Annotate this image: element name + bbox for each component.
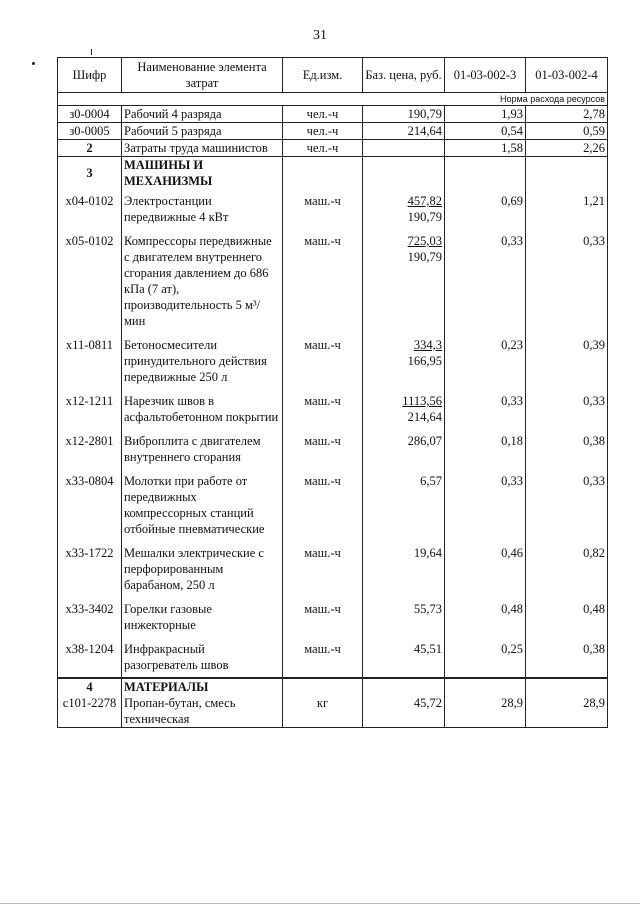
cell-value-1: 0,46 (445, 541, 526, 597)
header-col1: 01-03-002-3 (445, 58, 526, 93)
cell-name: Виброплита с двигателем внутреннего сгорания (122, 429, 283, 469)
cell-code: х12-2801 (58, 429, 122, 469)
cell-unit: чел.-ч (283, 140, 363, 157)
cell-code: з0-0004 (58, 106, 122, 123)
table-row (58, 389, 608, 429)
cell-value-2: 0,39 (526, 333, 608, 389)
table-row (58, 695, 608, 728)
cell-value-1: 0,33 (445, 229, 526, 333)
cell-value-1: 0,69 (445, 189, 526, 229)
price-total: 457,82 (407, 194, 442, 208)
cell-value-1: 0,33 (445, 469, 526, 541)
cell-value-1: 0,48 (445, 597, 526, 637)
cell-unit: маш.-ч (283, 469, 363, 541)
price-total: 1113,56 (402, 394, 442, 408)
empty-cell (526, 678, 608, 695)
cell-unit: маш.-ч (283, 189, 363, 229)
cell-value-1: 0,23 (445, 333, 526, 389)
cell-price: 286,07 (363, 429, 445, 469)
table-row (58, 106, 608, 123)
cell-code: х04-0102 (58, 189, 122, 229)
cell-unit: чел.-ч (283, 106, 363, 123)
empty-cell (363, 157, 445, 190)
cell-code: с101-2278 (58, 695, 122, 728)
cell-unit: маш.-ч (283, 541, 363, 597)
margin-dot (32, 62, 35, 65)
cell-name: Затраты труда машинистов (122, 140, 283, 157)
cell-value-1: 0,25 (445, 637, 526, 678)
header-col2: 01-03-002-4 (526, 58, 608, 93)
cell-value-2: 0,33 (526, 469, 608, 541)
cell-code: з0-0005 (58, 123, 122, 140)
cell-name: Бетоносмесители принудительного действия передвижные 250 л (122, 333, 283, 389)
cell-name: Рабочий 5 разряда (122, 123, 283, 140)
cell-name: Молотки при работе от передвижных компрессорных станций отбойные пневматические (122, 469, 283, 541)
cell-price (363, 389, 445, 429)
margin-tick (91, 49, 92, 55)
price-wage: 190,79 (407, 250, 442, 264)
cell-unit: чел.-ч (283, 123, 363, 140)
cell-unit: маш.-ч (283, 333, 363, 389)
cell-value-2: 2,26 (526, 140, 608, 157)
cell-name: Рабочий 4 разряда (122, 106, 283, 123)
page-number: 31 (313, 28, 327, 43)
cell-unit: маш.-ч (283, 229, 363, 333)
header-name: Наименование элемента затрат (122, 58, 283, 93)
cell-unit: маш.-ч (283, 389, 363, 429)
cell-value-1: 1,58 (445, 140, 526, 157)
empty-cell (363, 678, 445, 695)
table-row (58, 333, 608, 389)
table-row (58, 140, 608, 157)
cell-value-2: 0,38 (526, 637, 608, 678)
section-title: МАШИНЫ И МЕХАНИЗМЫ (122, 157, 283, 190)
cell-code: х38-1204 (58, 637, 122, 678)
cell-price (363, 189, 445, 229)
cell-code: 2 (58, 140, 122, 157)
norm-row (58, 93, 608, 106)
cell-price (363, 229, 445, 333)
cell-code: х05-0102 (58, 229, 122, 333)
cell-unit: кг (283, 695, 363, 728)
empty-cell (445, 157, 526, 190)
cell-value-2: 0,33 (526, 229, 608, 333)
price-wage: 190,79 (407, 210, 442, 224)
cell-price: 6,57 (363, 469, 445, 541)
section-number: 4 (58, 678, 122, 695)
cell-value-2: 0,48 (526, 597, 608, 637)
table-header-row (58, 58, 608, 93)
cell-name: Пропан-бутан, смесь техническая (122, 695, 283, 728)
section-row (58, 157, 608, 190)
cell-value-2: 0,33 (526, 389, 608, 429)
norm-label: Норма расхода ресурсов (58, 93, 608, 106)
price-wage: 166,95 (407, 354, 442, 368)
table-row (58, 637, 608, 678)
cell-price (363, 140, 445, 157)
section-row (58, 678, 608, 695)
cell-price: 55,73 (363, 597, 445, 637)
scan-edge-line (0, 903, 640, 904)
cell-name: Нарезчик швов в асфальтобетонном покрытии (122, 389, 283, 429)
cell-value-2: 28,9 (526, 695, 608, 728)
cell-code: х33-3402 (58, 597, 122, 637)
price-wage: 214,64 (407, 410, 442, 424)
cell-value-2: 1,21 (526, 189, 608, 229)
cell-price: 19,64 (363, 541, 445, 597)
table-row (58, 123, 608, 140)
cell-value-1: 28,9 (445, 695, 526, 728)
table-row (58, 229, 608, 333)
cell-value-2: 0,59 (526, 123, 608, 140)
table-row (58, 469, 608, 541)
cell-value-1: 0,18 (445, 429, 526, 469)
empty-cell (283, 678, 363, 695)
section-number: 3 (58, 157, 122, 190)
cell-unit: маш.-ч (283, 637, 363, 678)
cell-name: Горелки газовые инжекторные (122, 597, 283, 637)
cell-value-1: 1,93 (445, 106, 526, 123)
cell-price: 45,51 (363, 637, 445, 678)
table-row (58, 429, 608, 469)
cell-price (363, 333, 445, 389)
cell-code: х33-0804 (58, 469, 122, 541)
cell-price: 45,72 (363, 695, 445, 728)
cell-value-1: 0,33 (445, 389, 526, 429)
price-total: 725,03 (407, 234, 442, 248)
cell-value-1: 0,54 (445, 123, 526, 140)
empty-cell (526, 157, 608, 190)
cell-name: Электростанции передвижные 4 кВт (122, 189, 283, 229)
table-row (58, 189, 608, 229)
header-code: Шифр (58, 58, 122, 93)
section-title: МАТЕРИАЛЫ (122, 678, 283, 695)
cell-value-2: 2,78 (526, 106, 608, 123)
cell-code: х12-1211 (58, 389, 122, 429)
cell-price: 190,79 (363, 106, 445, 123)
cell-code: х11-0811 (58, 333, 122, 389)
empty-cell (445, 678, 526, 695)
cell-name: Инфракрасный разогреватель швов (122, 637, 283, 678)
table-row (58, 541, 608, 597)
cell-unit: маш.-ч (283, 429, 363, 469)
cell-name: Мешалки электрические с перфорированным барабаном, 250 л (122, 541, 283, 597)
cell-name: Компрессоры передвижные с двигателем внутреннего сгорания давлением до 686 кПа (7 ат), производительность 5 м³/мин (122, 229, 283, 333)
header-price: Баз. цена, руб. (363, 58, 445, 93)
cell-value-2: 0,82 (526, 541, 608, 597)
table-row (58, 597, 608, 637)
cell-price: 214,64 (363, 123, 445, 140)
empty-cell (283, 157, 363, 190)
cell-unit: маш.-ч (283, 597, 363, 637)
header-unit: Ед.изм. (283, 58, 363, 93)
price-total: 334,3 (413, 338, 442, 352)
resource-norms-table (57, 57, 608, 728)
cell-value-2: 0,38 (526, 429, 608, 469)
cell-code: х33-1722 (58, 541, 122, 597)
